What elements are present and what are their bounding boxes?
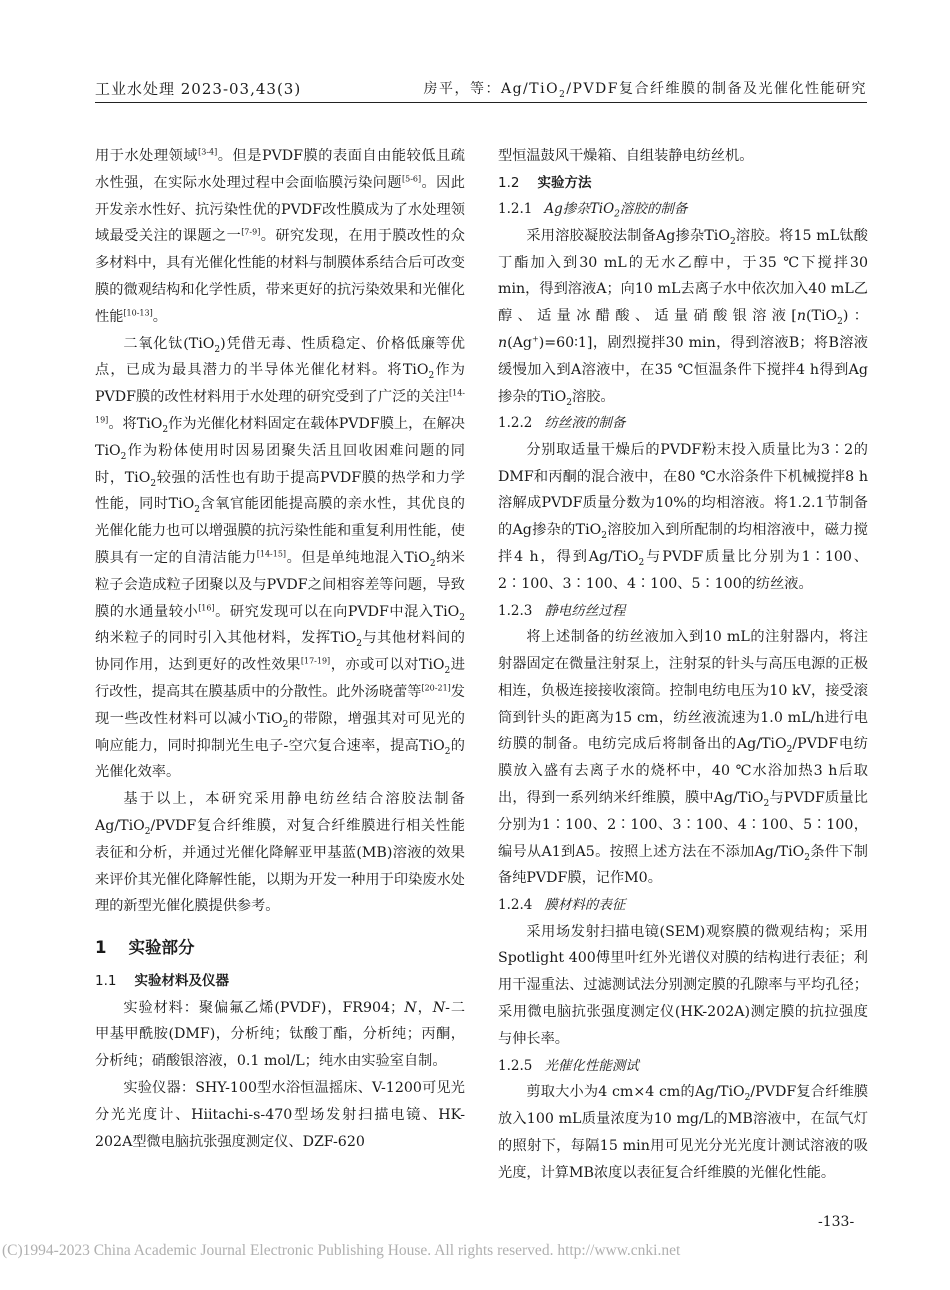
paragraph: 采用溶胶凝胶法制备Ag掺杂TiO$_2$溶胶。将15 mL钛酸丁酯加入到30 mL的无水乙醇中，于35 ℃下搅拌30 min，得到溶液A；向10 mL去离子水中依次加入40 mL乙醇、适量冰醋酸、适量硝酸银溶液[n(TiO$_2$)：n(Ag+)=60∶1]，剧烈搅拌30 min，得到溶液B；将B溶液缓慢加入到A溶液中，在35 ℃恒温条件下搅拌4 h得到Ag掺杂的TiO$_2$溶胶。 bbox=[498, 227, 868, 408]
paragraph: 将上述制备的纺丝液加入到10 mL的注射器内，将注射器固定在微量注射泵上，注射泵的针头与高压电源的正极相连，负极连接接收滚筒。控制电纺电压为10 kV，接受滚筒到针头的距离为15 cm，纺丝液流速为1.0 mL/h进行电纺膜的制备。电纺完成后将制备出的Ag/TiO$_2$/PVDF电纺膜放入盛有去离子水的烧杯中，40 ℃水浴加热3 h后取出，得到一系列纳米纤维膜，膜中Ag/TiO$_2$与PVDF质量比分别为1∶100、2∶100、3∶100、4∶100、5∶100，编号从A1到A5。按照上述方法在不添加Ag/TiO$_2$条件下制备纯PVDF膜，记作M0。 bbox=[498, 629, 868, 887]
paragraph: 采用场发射扫描电镜(SEM)观察膜的微观结构；采用Spotlight 400傅里叶红外光谱仪对膜的结构进行表征；利用干湿重法、过滤测试法分别测定膜的孔隙率与平均孔径；采用微电脑抗张强度测定仪(HK-202A)测定膜的抗拉强度与伸长率。 bbox=[498, 923, 868, 1047]
paragraph: 基于以上，本研究采用静电纺丝结合溶胶法制备Ag/TiO$_2$/PVDF复合纤维膜，对复合纤维膜进行相关性能表征和分析，并通过光催化降解亚甲基蓝(MB)溶液的效果来评价其光催化降解性能，以期为开发一种用于印染废水处理的新型光催化膜提供参考。 bbox=[95, 791, 465, 915]
journal-issue: 工业水处理 2023-03,43(3) bbox=[95, 80, 302, 98]
running-title: 房平，等：Ag/TiO$_2$/PVDF复合纤维膜的制备及光催化性能研究 bbox=[423, 81, 867, 100]
right-column bbox=[498, 143, 868, 1186]
paragraph: 型恒温鼓风干燥箱、自组装静电纺丝机。 bbox=[498, 148, 754, 164]
subsection-heading: 1.1 实验材料及仪器 bbox=[95, 973, 229, 990]
paragraph: 二氧化钛(TiO$_2$)凭借无毒、性质稳定、价格低廉等优点，已成为最具潜力的半导体光催化材料。将TiO$_2$作为PVDF膜的改性材料用于水处理的研究受到了广泛的关注[14-19]。将TiO$_2$作为光催化材料固定在载体PVDF膜上，在解决TiO$_2$作为粉体使用时因易团聚失活且回收困难问题的同时，TiO$_2$较强的活性也有助于提高PVDF膜的热学和力学性能，同时TiO$_2$含氧官能团能提高膜的亲水性，其优良的光催化能力也可以增强膜的抗污染性能和重复利用性能，使膜具有一定的自清洁能力[14-15]。但是单纯地混入TiO$_2$纳米粒子会造成粒子团聚以及与PVDF之间相容差等问题，导致膜的水通量较小[16]。研究发现可以在向PVDF中混入TiO$_2$纳米粒子的同时引入其他材料，发挥TiO$_2$与其他材料间的协同作用，达到更好的改性效果[17-19]，亦或可以对TiO$_2$进行改性，提高其在膜基质中的分散性。此外汤晓蕾等[20-21]发现一些改性材料可以减小TiO$_2$的带隙，增强其对可见光的响应能力，同时抑制光生电子-空穴复合速率，提高TiO$_2$的光催化效率。 bbox=[95, 335, 466, 781]
copyright-footer: (C)1994-2023 China Academic Journal Electronic Publishing House. All rights reserved. http://www.cnki.net bbox=[2, 1242, 681, 1259]
subsubsection-heading: 1.2.2 纺丝液的制备 bbox=[498, 415, 626, 432]
subsubsection-heading: 1.2.1 Ag掺杂TiO$_2$溶胶的制备 bbox=[498, 201, 688, 220]
paragraph: 用于水处理领域[3-4]。但是PVDF膜的表面自由能较低且疏水性强，在实际水处理过程中会面临膜污染问题[5-6]。因此开发亲水性好、抗污染性优的PVDF改性膜成为了水处理领域最受关注的课题之一[7-9]。研究发现，在用于膜改性的众多材料中，具有光催化性能的材料与制膜体系结合后可改变膜的微观结构和化学性质，带来更好的抗污染效果和光催化性能[10-13]。 bbox=[95, 147, 465, 325]
section-heading: 1 实验部分 bbox=[95, 938, 195, 958]
paragraph: 实验仪器：SHY-100型水浴恒温摇床、V-1200可见光分光光度计、Hiitachi-s-470型场发射扫描电镜、HK-202A型微电脑抗张强度测定仪、DZF-620 bbox=[95, 1080, 465, 1150]
paragraph: 剪取大小为4 cm×4 cm的Ag/TiO$_2$/PVDF复合纤维膜放入100 mL质量浓度为10 mg/L的MB溶液中，在氙气灯的照射下，每隔15 min用可见光分光光度计测试溶液的吸光度，计算MB浓度以表征复合纤维膜的光催化性能。 bbox=[498, 1084, 869, 1181]
subsubsection-heading: 1.2.5 光催化性能测试 bbox=[498, 1057, 639, 1074]
subsection-heading: 1.2 实验方法 bbox=[498, 174, 592, 191]
page-number: -133- bbox=[818, 1214, 855, 1230]
paragraph: 分别取适量干燥后的PVDF粉末投入质量比为3∶2的DMF和丙酮的混合液中，在80 ℃水浴条件下机械搅拌8 h溶解成PVDF质量分数为10%的均相溶液。将1.2.1节制备的Ag掺杂的TiO$_2$溶胶加入到所配制的均相溶液中，磁力搅拌4 h，得到Ag/TiO$_2$与PVDF质量比分别为1∶100、2∶100、3∶100、4∶100、5∶100的纺丝液。 bbox=[498, 441, 868, 592]
subsubsection-heading: 1.2.3 静电纺丝过程 bbox=[498, 602, 626, 619]
left-column bbox=[95, 143, 465, 1155]
running-header bbox=[95, 74, 867, 103]
subsubsection-heading: 1.2.4 膜材料的表征 bbox=[498, 897, 626, 914]
paragraph: 实验材料：聚偏氟乙烯(PVDF)，FR904；N，N-二甲基甲酰胺(DMF)，分析纯；钛酸丁酯，分析纯；丙酮，分析纯；硝酸银溶液，0.1 mol/L；纯水由实验室自制。 bbox=[95, 999, 466, 1070]
